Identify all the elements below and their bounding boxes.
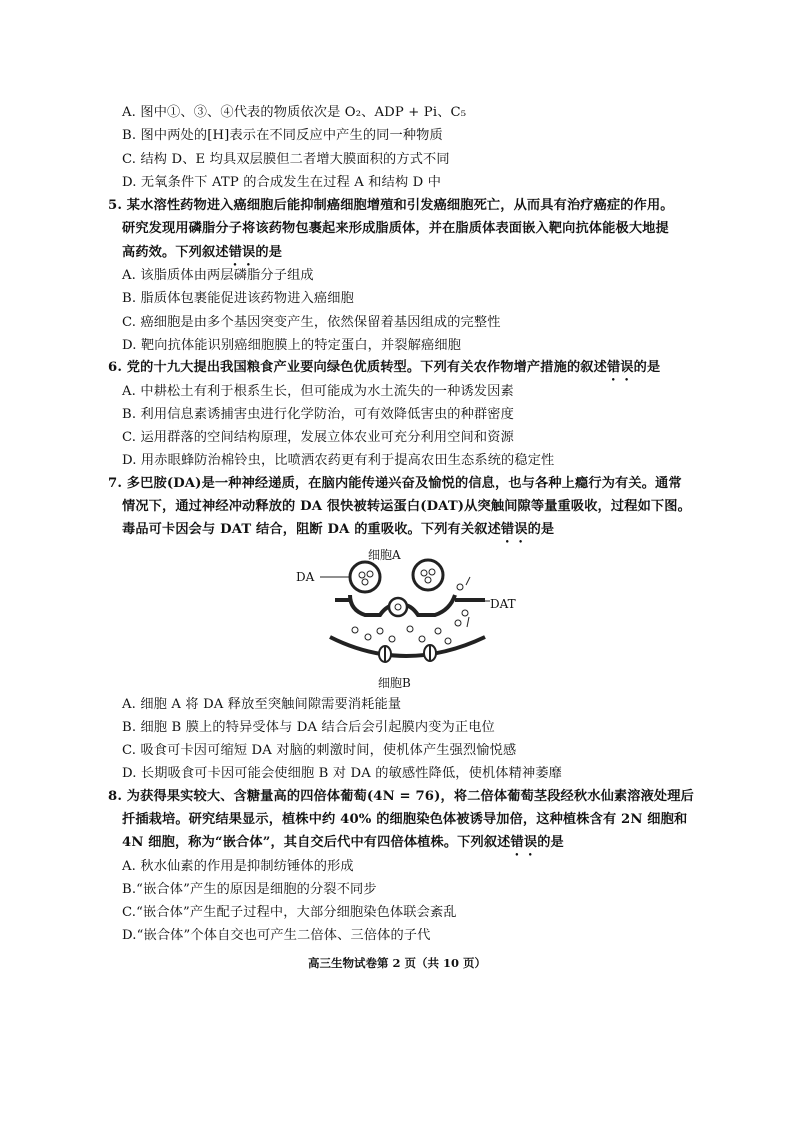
q8-option-a: A. 秋水仙素的作用是抑制纺锤体的形成 <box>122 859 354 874</box>
vesicle-right <box>413 560 443 590</box>
da-dot <box>435 628 441 634</box>
q6-emphasis: 错误 <box>606 360 634 375</box>
q8-stem-tail: 的是 <box>537 835 564 850</box>
da-dot <box>419 636 425 642</box>
q7-option-c: C. 吸食可卡因可缩短 DA 对脑的刺激时间，使机体产生强烈愉悦感 <box>122 743 517 758</box>
q5-stem-tail: 的是 <box>255 245 283 260</box>
q6-stem <box>108 359 660 384</box>
da-dot <box>445 638 451 644</box>
q6-option-a: A. 中耕松土有利于根系生长，但可能成为水土流失的一种诱发因素 <box>122 384 514 399</box>
q8-option-b: B.“嵌合体”产生的原因是细胞的分裂不同步 <box>122 882 377 897</box>
q7-stem-text: 毒品可卡因会与 DAT 结合，阻断 DA 的重吸收。下列有关叙述 <box>122 522 501 537</box>
da-dot <box>407 626 413 632</box>
q7-option-b: B. 细胞 B 膜上的特异受体与 DA 结合后会引起膜内变为正电位 <box>122 720 495 735</box>
q5-option-c: C. 癌细胞是由多个基因突变产生，依然保留着基因组成的完整性 <box>122 315 501 330</box>
q4-option-d: D. 无氧条件下 ATP 的合成发生在过程 A 和结构 D 中 <box>122 175 442 190</box>
q7-stem-line-2: 情况下，通过神经冲动释放的 DA 很快被转运蛋白(DAT)从突触间隙等量重吸收，过程如下图。 <box>122 499 691 514</box>
arrow <box>467 617 469 627</box>
da-dot <box>377 628 383 634</box>
q4-option-a: A. 图中①、③、④代表的物质依次是 O₂、ADP + Pi、C₅ <box>122 105 467 120</box>
q6-stem-text: 6. 党的十九大提出我国粮食产业要向绿色优质转型。下列有关农作物增产措施的叙述 <box>108 360 607 375</box>
q4-option-b: B. 图中两处的[H]表示在不同反应中产生的同一种物质 <box>122 128 443 143</box>
q5-option-d: D. 靶向抗体能识别癌细胞膜上的特定蛋白，并裂解癌细胞 <box>122 338 462 353</box>
q8-option-d: D.“嵌合体”个体自交也可产生二倍体、三倍体的子代 <box>122 928 431 943</box>
q8-stem-line-3 <box>122 834 564 859</box>
q7-option-d: D. 长期吸食可卡因可能会使细胞 B 对 DA 的敏感性降低，使机体精神萎靡 <box>122 766 562 781</box>
da-dot <box>352 627 358 633</box>
q7-stem-tail: 的是 <box>527 522 555 537</box>
page-footer: 高三生物试卷第 2 页（共 10 页） <box>307 956 487 970</box>
q5-stem-line-1: 5. 某水溶性药物进入癌细胞后能抑制癌细胞增殖和引发癌细胞死亡，从而具有治疗癌症的作用。 <box>108 198 674 213</box>
q8-option-c: C.“嵌合体”产生配子过程中，大部分细胞染色体联会紊乱 <box>122 905 457 920</box>
q5-option-a: A. 该脂质体由两层磷脂分子组成 <box>122 268 314 283</box>
q7-stem-line-1: 7. 多巴胺(DA)是一种神经递质，在脑内能传递兴奋及愉悦的信息，也与各种上瘾行为有关。通常 <box>108 476 682 491</box>
q5-stem-line-3 <box>122 244 282 269</box>
da-dot <box>365 634 371 640</box>
q6-stem-tail: 的是 <box>633 360 661 375</box>
postsynaptic-membrane <box>330 637 485 656</box>
q6-option-b: B. 利用信息素诱捕害虫进行化学防治，可有效降低害虫的种群密度 <box>122 407 514 422</box>
arrow <box>466 577 470 585</box>
q5-option-b: B. 脂质体包裹能促进该药物进入癌细胞 <box>122 291 354 306</box>
q4-option-c: C. 结构 D、E 均具双层膜但二者增大膜面积的方式不同 <box>122 152 450 167</box>
da-dot <box>421 570 427 576</box>
q8-stem-text: 4N 细胞，称为“嵌合体”，其自交后代中有四倍体植株。下列叙述 <box>122 835 511 850</box>
q7-option-a: A. 细胞 A 将 DA 释放至突触间隙需要消耗能量 <box>122 697 402 712</box>
q8-stem-line-2: 扦插栽培。研究结果显示，植株中约 40% 的细胞染色体被诱导加倍，这种植株含有 2N 细胞和 <box>122 812 688 827</box>
vesicle-left <box>350 562 380 592</box>
q6-option-c: C. 运用群落的空间结构原理，发展立体农业可充分利用空间和资源 <box>122 430 514 445</box>
q7-stem-line-3 <box>122 521 554 546</box>
synapse-diagram <box>310 555 500 675</box>
da-dot <box>455 620 461 626</box>
q5-stem-text: 高药效。下列叙述 <box>122 245 229 260</box>
da-dot <box>462 610 468 616</box>
figure-label-da: DA <box>296 570 315 584</box>
da-dot <box>362 579 368 585</box>
figure-label-cell-b: 细胞B <box>378 676 411 690</box>
q8-stem-line-1: 8. 为获得果实较大、含糖量高的四倍体葡萄(4N = 76)，将二倍体葡萄茎段经秋水仙素溶液处理后 <box>108 789 694 804</box>
q8-emphasis: 错误 <box>510 835 538 850</box>
da-dot <box>425 577 431 583</box>
da-dot <box>359 572 365 578</box>
q5-stem-line-2: 研究发现用磷脂分子将该药物包裹起来形成脂质体，并在脂质体表面嵌入靶向抗体能极大地提 <box>122 221 669 236</box>
da-dot <box>367 571 373 577</box>
q6-option-d: D. 用赤眼蜂防治棉铃虫，比喷洒农药更有利于提高农田生态系统的稳定性 <box>122 453 555 468</box>
da-dot <box>395 604 401 610</box>
da-dot <box>457 584 463 590</box>
q5-emphasis: 错误 <box>228 245 256 260</box>
da-dot <box>429 569 435 575</box>
figure-label-cell-a: 细胞A <box>368 548 401 562</box>
q7-emphasis: 错误 <box>500 522 528 537</box>
da-dot <box>389 636 395 642</box>
figure-label-dat: DAT <box>490 597 516 611</box>
